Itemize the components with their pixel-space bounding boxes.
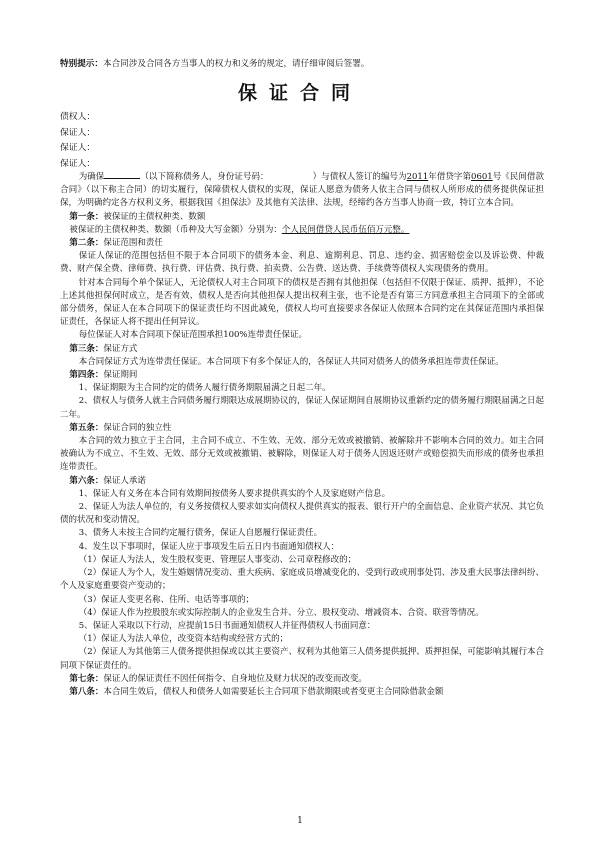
article-5-para-1: 本合同的效力独立于主合同，主合同不成立、不生效、无效、部分无效或被撤销、被解除并不影响本合同的效力。如主合同被确认为不成立、不生效、无效、部分无效或被撤销、被解除，则保证人对于债务人因返还财产或赔偿损失而形成的债务也承担连带责任。: [60, 436, 544, 473]
party-list: [60, 110, 95, 172]
article-6-item: 5、保证人采取以下行动，应提前15日书面通知债权人并征得债权人书面同意：: [78, 620, 376, 631]
article-4-heading: 第四条：保证期间: [69, 370, 138, 381]
article-6-item: （3）保证人变更名称、住所、电话等事项的；: [78, 594, 255, 605]
article-6-heading: 第六条：保证人承诺: [69, 475, 146, 486]
article-6-item: （1）保证人为法人单位，改变资本结构或经营方式的；: [78, 634, 289, 645]
article-2-heading: 第二条：保证范围和责任: [69, 238, 163, 249]
article-6-item: （1）保证人为法人，发生股权变更、管理层人事变动、公司章程修改的；: [78, 554, 357, 565]
contract-number: 0601: [471, 172, 493, 182]
article-1-heading: 第一条：被保证的主债权种类、数额: [69, 211, 206, 222]
article-5-heading: 第五条：保证合同的独立性: [69, 422, 172, 433]
article-2-para-1: 保证人保证的范围包括但不限于本合同项下的债务本金、利息、逾期利息、罚息、违约金、损害赔偿金以及诉讼费、仲裁费、财产保全费、律师费、执行费、评估费、执行费、拍卖费、公告费、送达费、手续费等债权人实现债务的费用。: [60, 251, 544, 275]
party-guarantor-2: 保证人：: [60, 143, 96, 154]
article-4-para-1: 1、保证期限为主合同约定的债务人履行债务期限届满之日起二年。: [78, 383, 331, 394]
party-guarantor-1: 保证人：: [60, 127, 96, 138]
article-6-item: 4、发生以下事项时，保证人应于事项发生后五日内书面通知债权人：: [78, 541, 340, 552]
page-number: 1: [297, 816, 303, 826]
debtor-name-blank: [104, 169, 140, 179]
party-guarantor-3: 保证人：: [60, 158, 96, 169]
article-6-item: （2）保证人为其他第三人债务提供担保或以其主要资产、权利为其他第三人债务提供抵押、质押担保，可能影响其履行本合同项下保证责任的。: [60, 647, 544, 671]
special-notice: [60, 58, 560, 70]
article-6-item: 1、保证人有义务在本合同有效期间按债务人要求提供真实的个人及家庭财产信息。: [78, 488, 391, 499]
party-creditor: 债权人：: [60, 112, 96, 122]
preamble: 为确保 （以下简称债务人，身份证号码： ）与债权人签订的编号为2011年借贷字第0601号《民间借款合同》（以下称主合同）的切实履行，保障债权人债权的实现，保证人愿意为债务人依主合同与债权人所形成的债务提供保证担保，为明确约定各方权利义务，根据我国《担保法》及其他有关法律、法规，经缔约各方当事人协商一致，特订立本合同。: [60, 169, 544, 211]
article-3-heading: 第三条：保证方式: [69, 343, 138, 354]
article-1-text: 被保证的主债权种类、数额（币种及大写金额）分别为：个人民间借贷人民币伍佰万元整。: [69, 224, 410, 235]
article-3-para-1: 本合同保证方式为连带责任保证。本合同项下有多个保证人的，各保证人共同对债务人的债务承担连带责任保证。: [78, 356, 504, 367]
article-6-item: （4）保证人作为控股股东或实际控制人的企业发生合并、分立、股权变动、增减资本、合资、联营等情况。: [78, 607, 484, 618]
article-8: 第八条：本合同生效后，债权人和债务人如需要延长主合同项下借款期限或者变更主合同除借款金额: [69, 686, 444, 697]
contract-body: [60, 169, 544, 699]
article-2-para-2: 针对本合同每个单个保证人，无论债权人对主合同项下的债权是否拥有其他担保（包括但不仅限于保证、质押、抵押），不论上述其他担保何时成立，是否有效、债权人是否向其他担保人提出权利主张，也不论是否有第三方同意承担主合同项下的全部或部分债务，保证人在本合同项下的保证责任均不因此减免，债权人均可直接要求各保证人依照本合同约定在其保证范围内承担保证责任，各保证人将不提出任何异议。: [60, 277, 544, 328]
notice-text: 本合同涉及合同各方当事人的权力和义务的规定，请仔细审阅后签署。: [102, 59, 370, 69]
notice-label: 特别提示：: [60, 59, 103, 69]
article-2-para-3: 每位保证人对本合同项下保证范围承担100%连带责任保证。: [78, 330, 307, 341]
contract-year: 2011: [406, 172, 429, 182]
article-6-item: （2）保证人为个人，发生婚姻情况变动、重大疾病、家庭成员增减变化的、受到行政或刑事处罚、涉及重大民事法律纠纷、个人及家庭重要资产变动的；: [60, 568, 544, 592]
article-7: 第七条：保证人的保证责任不因任何指令、自身地位及财力状况的改变而改变。: [69, 673, 367, 684]
guaranteed-amount: 个人民间借贷人民币伍佰万元整。: [281, 224, 410, 235]
article-6-item: 3、债务人未按主合同约定履行债务，保证人自愿履行保证责任。: [78, 528, 323, 539]
article-4-para-2: 2、债权人与债务人就主合同债务履行期限达成展期协议的，保证人保证期间自展期协议重新约定的债务履行期限届满之日起二年。: [60, 396, 544, 420]
document-title: 保证合同: [237, 82, 362, 104]
article-6-item: 2、保证人为法人单位的，有义务按债权人要求如实向债权人提供真实的报表、银行开户的全面信息、企业资产状况、其它负债的状况和变动情况。: [60, 502, 544, 526]
